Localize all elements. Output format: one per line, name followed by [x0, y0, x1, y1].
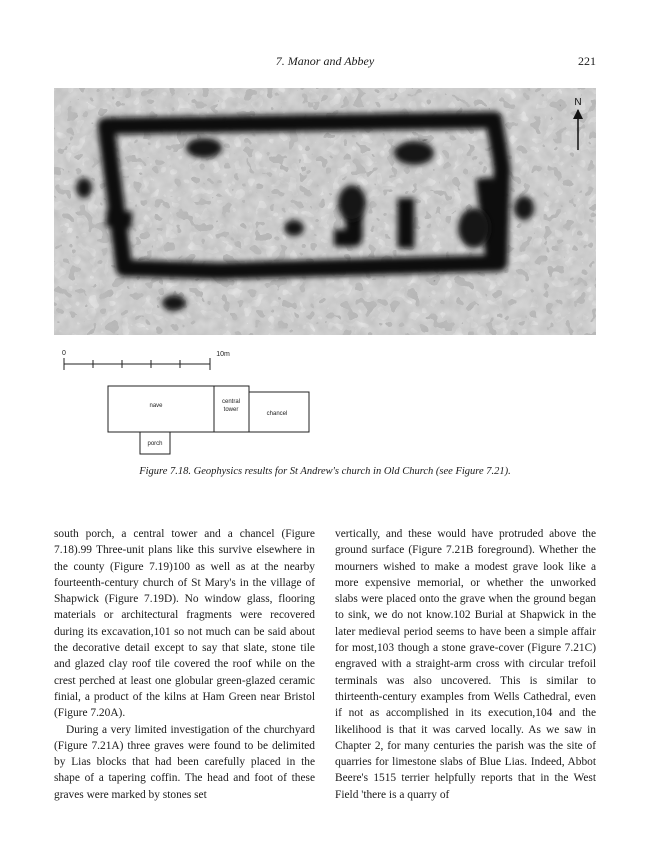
plan-label-chancel: chancel — [266, 411, 288, 417]
plan-label-central: central — [221, 399, 241, 405]
plan-label-nave: nave — [149, 403, 163, 409]
geophysics-image — [54, 88, 596, 335]
figure-caption: Figure 7.18. Geophysics results for St Andrew's church in Old Church (see Figure 7.21). — [139, 466, 511, 477]
church-plan-diagram — [58, 344, 318, 461]
scale-start-label: 0 — [62, 350, 66, 357]
page-number: 221 — [578, 54, 596, 68]
paragraph: vertically, and these would have protruded above the ground surface (Figure 7.21B foreground). Whether the mourners wished to make a modest grave look like a more expensive memorial, or whether the unworked slabs were placed onto the grave when the ground began to sink, we do not know.102 Burial at Shapwick in the later medieval period seems to have been a simple affair for most,103 though a stone grave-cover (Figure 7.21C) engraved with a straight-arm cross with circular trefoil terminals was also uncovered. This is similar to thirteenth-century examples from Wells Cathedral, even if not as accomplished in its execution,104 and the likelihood is that it was carved locally. As we saw in Chapter 2, for many centuries the parish was the site of quarries for limestone slabs of Blue Lias. Indeed, Abbot Beere's 1515 terrier helpfully reports that in the West Field 'there is a quarry of — [335, 528, 596, 801]
plan-label-tower: tower — [223, 407, 239, 413]
body-column-right — [335, 526, 596, 803]
north-label: N — [574, 97, 582, 108]
plan-label-porch: porch — [147, 441, 163, 447]
scale-end-label: 10m — [216, 351, 230, 358]
running-header-title: 7. Manor and Abbey — [275, 54, 375, 68]
paragraph: During a very limited investigation of the churchyard (Figure 7.21A) three graves were found to be delimited by Lias blocks that had been carefully placed in the shape of a tapering coffin. The head and foot of these graves were marked by stones set — [54, 723, 315, 801]
paragraph: south porch, a central tower and a chancel (Figure 7.18).99 Three-unit plans like this survive elsewhere in the county (Figure 7.19)100 as well as at the nearby fourteenth-century church of St Mary's in the village of Shapwick (Figure 7.19D). No window glass, flooring materials or architectural fragments were recovered during its excavation,101 so not much can be said about the decorative detail except to say that slate, stone tile and glazed clay roof tile covered the roof while on the crest perched at least one globular green-glazed ceramic finial, a product of the kilns at Ham Green near Bristol (Figure 7.20A). — [54, 528, 315, 720]
body-column-left — [54, 526, 315, 803]
